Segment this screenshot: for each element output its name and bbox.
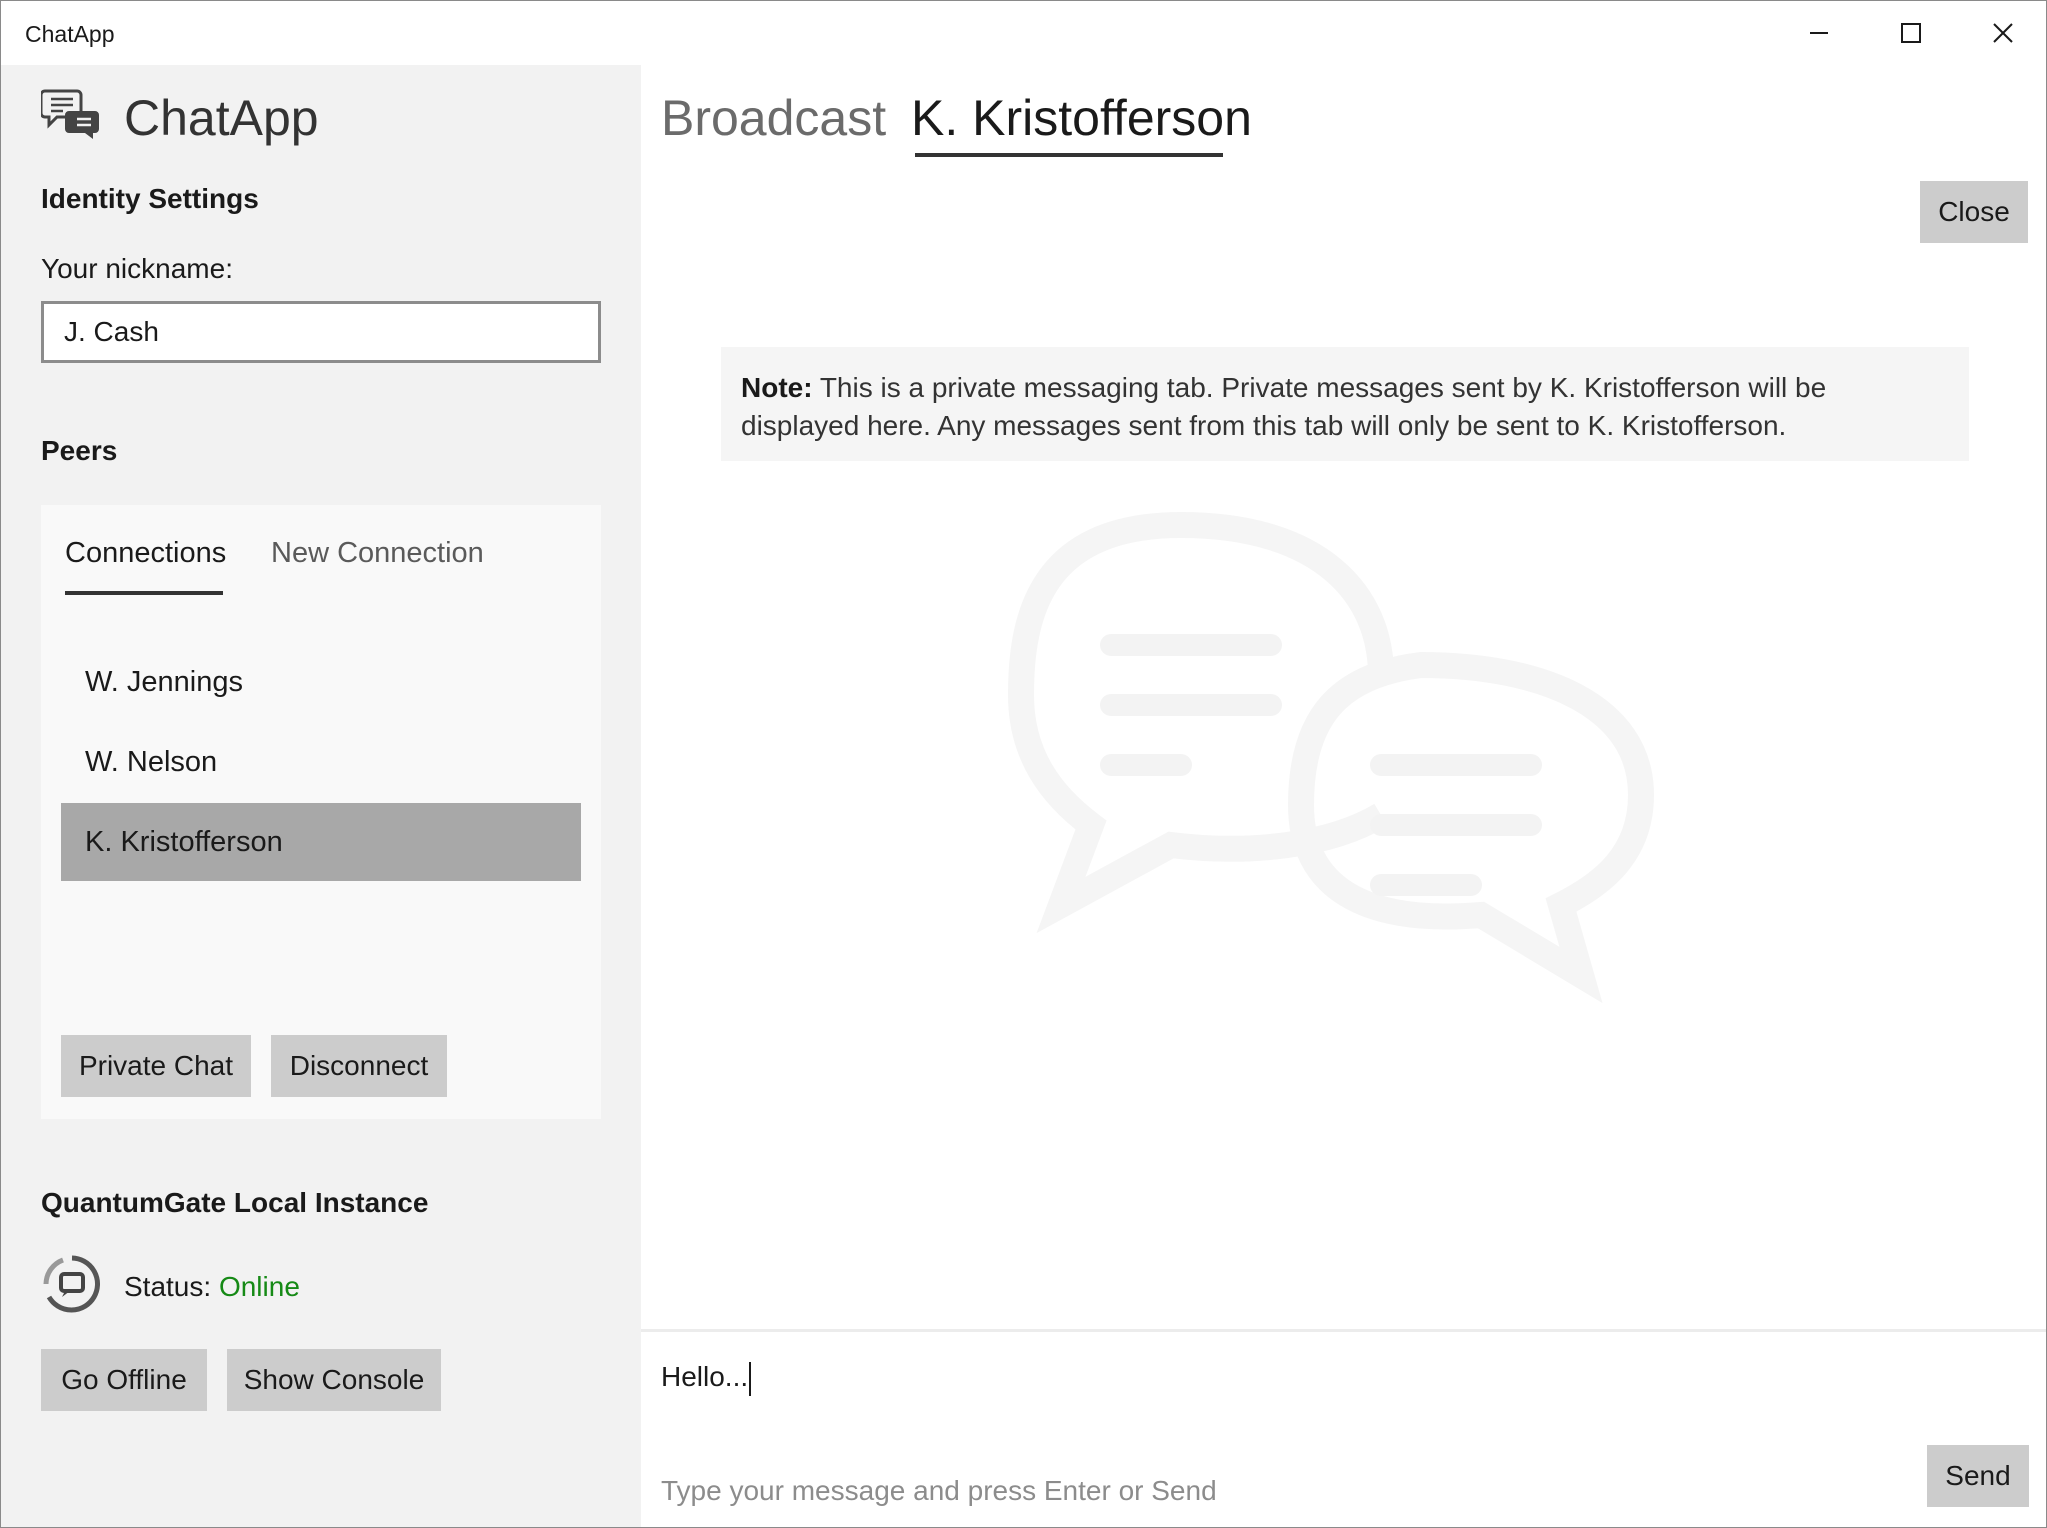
window-title: ChatApp bbox=[25, 21, 115, 47]
minimize-icon bbox=[1808, 22, 1830, 44]
status-label: Status: bbox=[124, 1271, 212, 1302]
tab-private-chat[interactable]: K. Kristofferson bbox=[911, 90, 1252, 146]
minimize-button[interactable] bbox=[1773, 1, 1865, 65]
show-console-button[interactable]: Show Console bbox=[227, 1349, 441, 1411]
nickname-label: Your nickname: bbox=[41, 253, 233, 284]
private-tab-note bbox=[721, 347, 1969, 461]
peer-list-item[interactable]: W. Nelson bbox=[85, 746, 218, 778]
peers-panel bbox=[41, 505, 601, 1119]
message-input-value: Hello... bbox=[661, 1361, 749, 1392]
text-caret bbox=[749, 1362, 751, 1396]
instance-heading: QuantumGate Local Instance bbox=[41, 1187, 429, 1218]
active-tab-underline bbox=[65, 591, 223, 595]
chat-bubbles-icon bbox=[41, 87, 103, 146]
close-icon bbox=[1992, 22, 2014, 44]
go-offline-button[interactable]: Go Offline bbox=[41, 1349, 207, 1411]
private-chat-button[interactable]: Private Chat bbox=[61, 1035, 251, 1097]
peers-heading: Peers bbox=[41, 435, 118, 466]
tab-connections[interactable]: Connections bbox=[65, 537, 227, 569]
status-value: Online bbox=[218, 1271, 300, 1302]
message-input[interactable] bbox=[661, 1361, 751, 1396]
sidebar bbox=[1, 65, 641, 1527]
nickname-input[interactable] bbox=[41, 301, 601, 363]
active-tab-underline bbox=[915, 153, 1223, 157]
close-tab-button[interactable]: Close bbox=[1920, 181, 2028, 243]
maximize-icon bbox=[1900, 22, 1922, 44]
note-label: Note: bbox=[741, 372, 813, 403]
title-bar bbox=[1, 1, 2046, 65]
peer-list-item-selected[interactable]: K. Kristofferson bbox=[61, 803, 581, 881]
status-text bbox=[124, 1271, 300, 1303]
send-button[interactable]: Send bbox=[1927, 1445, 2029, 1507]
message-placeholder: Type your message and press Enter or Send bbox=[661, 1475, 1217, 1506]
note-text: This is a private messaging tab. Private messages sent by K. Kristofferson will be displayed here. Any messages sent from this tab will only be sent to K. Kristofferson. bbox=[741, 372, 1827, 441]
chat-bubbles-watermark-icon bbox=[1001, 505, 1701, 1150]
compose-separator bbox=[641, 1329, 2046, 1332]
peer-list-item[interactable]: W. Jennings bbox=[85, 666, 243, 698]
maximize-button[interactable] bbox=[1865, 1, 1957, 65]
quantumgate-status-icon bbox=[41, 1253, 103, 1320]
app-name: ChatApp bbox=[124, 90, 319, 146]
tab-new-connection[interactable]: New Connection bbox=[271, 537, 484, 569]
chat-main bbox=[641, 65, 2046, 1527]
tab-broadcast[interactable]: Broadcast bbox=[661, 90, 887, 146]
disconnect-button[interactable]: Disconnect bbox=[271, 1035, 447, 1097]
close-window-button[interactable] bbox=[1957, 1, 2047, 65]
identity-settings-heading: Identity Settings bbox=[41, 183, 259, 214]
